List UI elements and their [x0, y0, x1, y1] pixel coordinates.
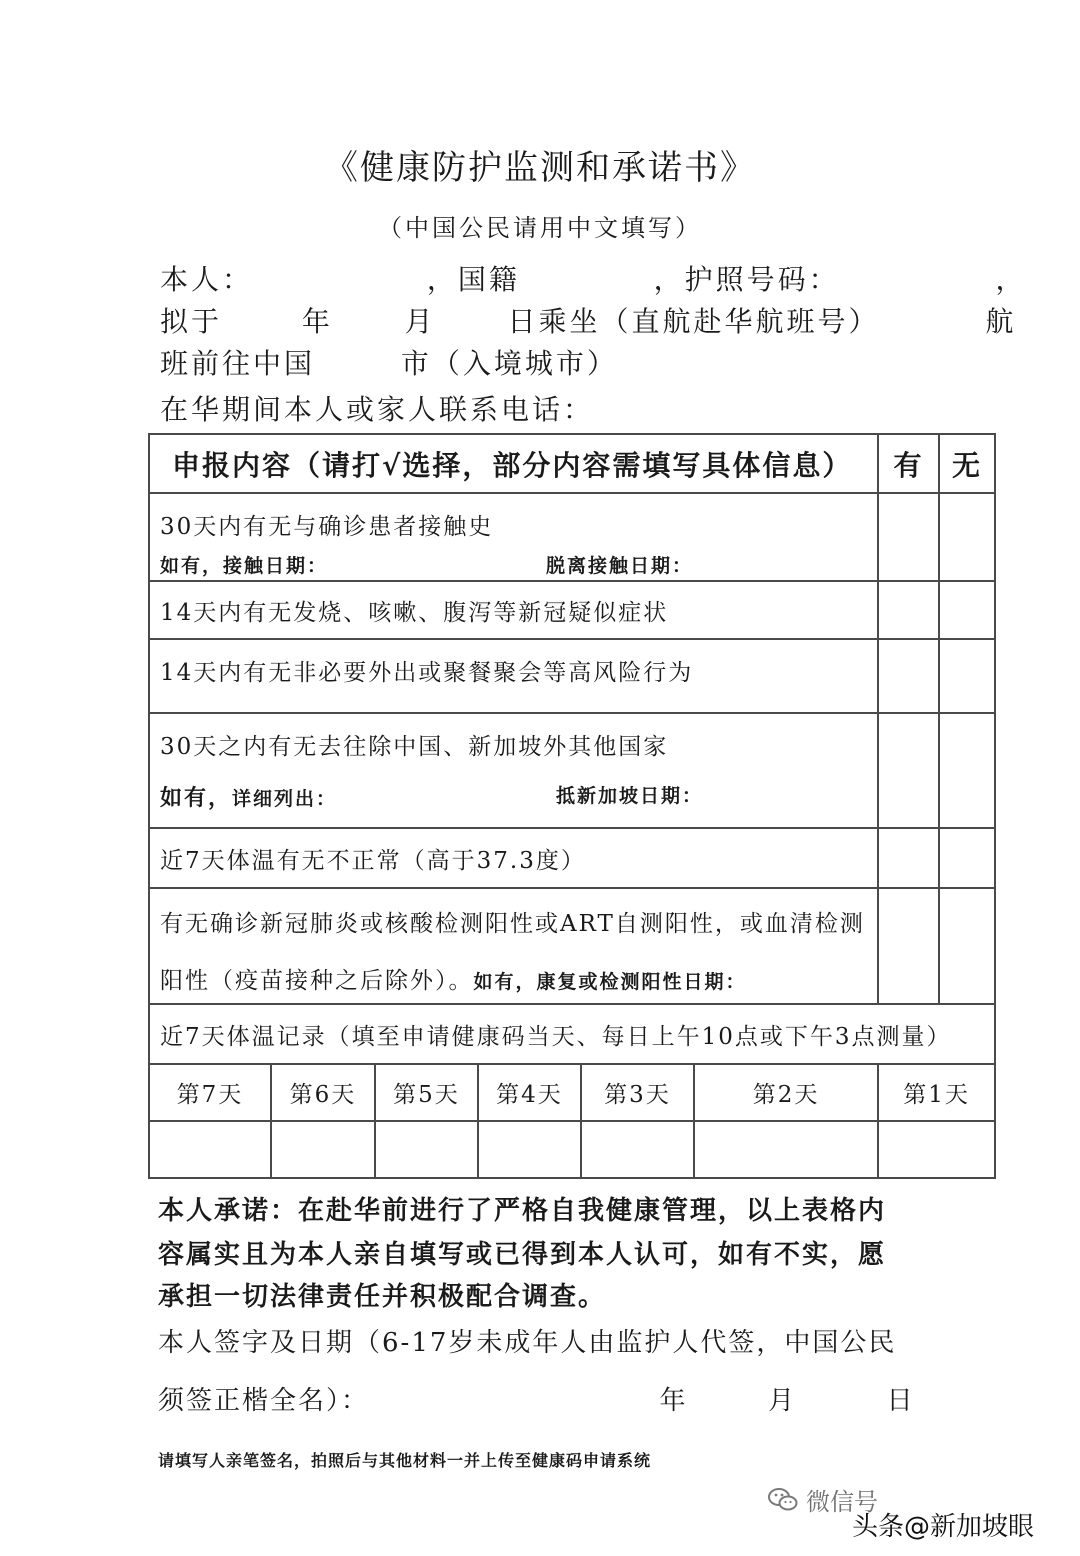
separation-date-label: 脱离接触日期：	[546, 555, 694, 577]
info-line-2	[160, 300, 1016, 340]
table-row	[149, 828, 995, 888]
day-5-header: 第5天	[375, 1064, 478, 1121]
question-3	[149, 639, 878, 713]
day-1-temp-cell[interactable]	[878, 1121, 995, 1178]
detail-list-label: 详细列出：	[232, 788, 338, 810]
table-row	[149, 713, 995, 828]
line3-label-b: 市（入境城市）	[400, 347, 618, 380]
contact-date-label: 如有，接触日期：	[160, 555, 329, 577]
temp-record-label: 近7天体温记录（填至申请健康码当天、每日上午10点或下午3点测量）	[149, 1004, 995, 1064]
q4-no-cell[interactable]	[939, 713, 995, 828]
day-7-temp-cell[interactable]	[149, 1121, 271, 1178]
q1-no-cell[interactable]	[939, 493, 995, 581]
day-4-header: 第4天	[478, 1064, 581, 1121]
table-row	[149, 581, 995, 639]
table-row	[149, 888, 995, 1004]
info-line-1	[160, 258, 1027, 298]
question-4-sub	[160, 781, 877, 812]
upload-note: 请填写人亲笔签名，拍照后与其他材料一并上传至健康码申请系统	[158, 1451, 652, 1470]
question-1-sub	[160, 551, 877, 578]
comma: ，	[995, 263, 1027, 296]
document-subtitle: （中国公民请用中文填写）	[378, 214, 702, 242]
hang-label: 航	[985, 305, 1017, 338]
table-row	[149, 493, 995, 581]
declaration-table	[148, 433, 996, 1179]
q4-yes-cell[interactable]	[878, 713, 939, 828]
q6-yes-cell[interactable]	[878, 888, 939, 1004]
question-5-text: 近7天体温有无不正常（高于37.3度）	[160, 847, 586, 874]
q2-no-cell[interactable]	[939, 581, 995, 639]
q3-no-cell[interactable]	[939, 639, 995, 713]
q6-no-cell[interactable]	[939, 888, 995, 1004]
line3-label-a: 班前往中国	[160, 347, 316, 380]
day-5-temp-cell[interactable]	[375, 1121, 478, 1178]
question-2	[149, 581, 878, 639]
day-3-header: 第3天	[581, 1064, 694, 1121]
wechat-label: 微信号	[806, 1488, 878, 1516]
q1-yes-cell[interactable]	[878, 493, 939, 581]
signature-line-2	[158, 1380, 915, 1417]
signature-line-1: 本人签字及日期（6-17岁未成年人由监护人代签，中国公民	[158, 1328, 897, 1358]
author-watermark: 头条@新加坡眼	[852, 1512, 1035, 1542]
question-1-text: 30天内有无与确诊患者接触史	[160, 514, 494, 540]
q2-yes-cell[interactable]	[878, 581, 939, 639]
sign-month-label: 月	[768, 1386, 797, 1416]
document-title: 《健康防护监测和承诺书》	[324, 148, 756, 188]
promise-line-1: 本人承诺：在赴华前进行了严格自我健康管理，以上表格内	[158, 1196, 887, 1226]
question-4-text: 30天之内有无去往除中国、新加坡外其他国家	[160, 734, 669, 760]
header-no: 无	[939, 434, 995, 493]
question-3-text: 14天内有无非必要外出或聚餐聚会等高风险行为	[160, 660, 694, 686]
wechat-icon	[768, 1487, 798, 1513]
name-label: 本人：	[160, 263, 254, 296]
passport-label: ，护照号码：	[653, 263, 840, 296]
plan-prefix: 拟于	[160, 305, 223, 338]
question-2-text: 14天内有无发烧、咳嗽、腹泻等新冠疑似症状	[160, 599, 669, 626]
year-label: 年	[301, 305, 333, 338]
sign-day-label: 日	[886, 1386, 915, 1416]
table-header-row	[149, 434, 995, 493]
day-6-header: 第6天	[271, 1064, 375, 1121]
signature-label: 须签正楷全名）：	[158, 1386, 370, 1416]
sign-year-label: 年	[659, 1386, 688, 1416]
days-header-row	[149, 1064, 995, 1121]
question-6-text-2	[160, 962, 877, 995]
question-6	[149, 888, 878, 1004]
table-row	[149, 1004, 995, 1064]
promise-line-2: 容属实且为本人亲自填写或已得到本人认可，如有不实，愿	[158, 1240, 887, 1270]
question-1	[149, 493, 878, 581]
day-4-temp-cell[interactable]	[478, 1121, 581, 1178]
phone-label: 在华期间本人或家人联系电话：	[160, 393, 595, 426]
question-5	[149, 828, 878, 888]
day-2-temp-cell[interactable]	[694, 1121, 878, 1178]
question-6-text: 有无确诊新冠肺炎或核酸检测阳性或ART自测阳性，或血清检测	[160, 911, 865, 937]
promise-line-3: 承担一切法律责任并积极配合调查。	[158, 1282, 607, 1312]
header-label: 申报内容（请打√选择，部分内容需填写具体信息）	[149, 434, 878, 493]
info-line-4	[160, 388, 906, 428]
month-label: 月	[404, 305, 436, 338]
q3-yes-cell[interactable]	[878, 639, 939, 713]
question-6-text-2a: 阳性（疫苗接种之后除外）。	[160, 968, 474, 994]
if-yes-label: 如有，	[160, 785, 233, 811]
table-row	[149, 639, 995, 713]
temperature-entry-row	[149, 1121, 995, 1178]
day-flight-label: 日乘坐（直航赴华航班号）	[507, 305, 880, 338]
q5-yes-cell[interactable]	[878, 828, 939, 888]
nationality-label: ，国籍	[426, 263, 520, 296]
q5-no-cell[interactable]	[939, 828, 995, 888]
question-4	[149, 713, 878, 828]
day-1-header: 第1天	[878, 1064, 995, 1121]
question-6-sub: 如有，康复或检测阳性日期：	[473, 971, 747, 993]
day-6-temp-cell[interactable]	[271, 1121, 375, 1178]
info-line-3	[160, 342, 618, 382]
day-3-temp-cell[interactable]	[581, 1121, 694, 1178]
day-2-header: 第2天	[694, 1064, 878, 1121]
header-yes: 有	[878, 434, 939, 493]
day-7-header: 第7天	[149, 1064, 271, 1121]
arrival-date-label: 抵新加坡日期：	[556, 785, 704, 807]
